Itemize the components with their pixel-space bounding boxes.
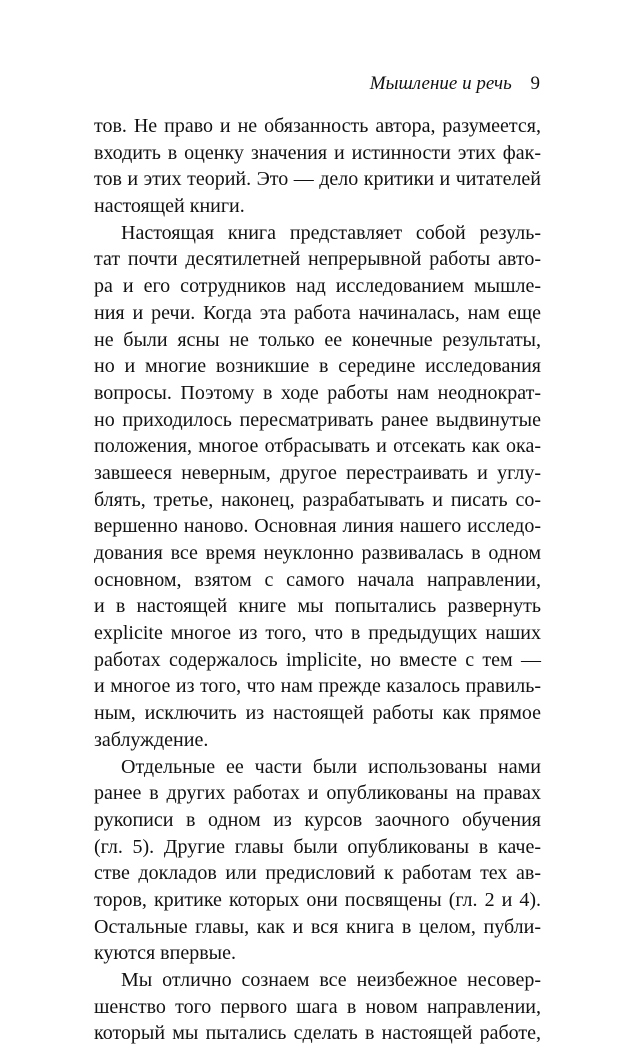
text-line: завшееся неверным, другое перестраивать и углу- — [94, 461, 541, 484]
text-line: Остальные главы, как и вся книга в целом, публи- — [94, 915, 541, 938]
text-line: входить в оценку значения и истинности этих фак- — [94, 141, 541, 164]
text-line: и многое из того, что нам прежде казалось правиль- — [94, 675, 541, 698]
text-line: вершенно наново. Основная линия нашего исследо- — [94, 515, 541, 538]
page-number: 9 — [530, 73, 540, 94]
text-line: Отдельные ее части были использованы нами — [121, 755, 541, 778]
running-header-title: Мышление и речь — [369, 73, 512, 94]
text-line: Мы отлично сознаем все неизбежное несовер- — [121, 969, 541, 991]
text-line: положения, многое отбрасывать и отсекать как ока- — [94, 435, 541, 458]
text-line: который мы пытались сделать в настоящей работе, — [94, 1022, 541, 1045]
text-line: explicite многое из того, что в предыдущих наших — [94, 622, 541, 645]
text-line: ния и речи. Когда эта работа начиналась, нам еще — [94, 301, 541, 324]
text-line: рукописи в одном из курсов заочного обучения — [94, 808, 541, 831]
text-line: тов. Не право и не обязанность автора, разумеется, — [94, 115, 541, 137]
text-line: вопросы. Поэтому в ходе работы нам неоднократ- — [94, 381, 541, 404]
text-line: ра и его сотрудников над исследованием мышле- — [94, 275, 541, 298]
text-line: блять, третье, наконец, разрабатывать и писать со- — [94, 488, 541, 511]
text-line: ным, исключить из настоящей работы как прямое — [94, 702, 541, 725]
text-line: Настоящая книга представляет собой резуль- — [121, 221, 541, 244]
text-line: но и многие возникшие в середине исследования — [94, 355, 541, 378]
body-text — [94, 113, 541, 1047]
text-line: и в настоящей книге мы попытались развернуть — [94, 595, 541, 618]
text-line: стве докладов или предисловий к работам тех ав- — [94, 862, 541, 885]
text-line: основном, взятом с самого начала направлении, — [94, 568, 541, 591]
text-line: ранее в других работах и опубликованы на правах — [94, 782, 541, 805]
text-line: но приходилось пересматривать ранее выдвинутые — [94, 408, 541, 431]
text-line: (гл. 5). Другие главы были опубликованы в каче- — [94, 835, 541, 858]
text-line: настоящей книги. — [94, 195, 245, 218]
text-line: работах содержалось implicite, но вместе с тем — — [94, 648, 541, 671]
text-line: куются впервые. — [94, 942, 236, 965]
text-line: торов, критике которых они посвящены (гл. 2 и 4). — [94, 888, 541, 911]
text-line: шенство того первого шага в новом направлении, — [94, 995, 541, 1018]
text-line: тат почти десятилетней непрерывной работы авто- — [94, 248, 541, 271]
text-line: дования все время неуклонно развивалась в одном — [94, 542, 541, 564]
text-line: заблуждение. — [94, 728, 209, 751]
running-header — [370, 72, 540, 96]
text-line: не были ясны не только ее конечные результаты, — [94, 328, 541, 351]
text-line: тов и этих теорий. Это — дело критики и читателей — [94, 168, 541, 191]
